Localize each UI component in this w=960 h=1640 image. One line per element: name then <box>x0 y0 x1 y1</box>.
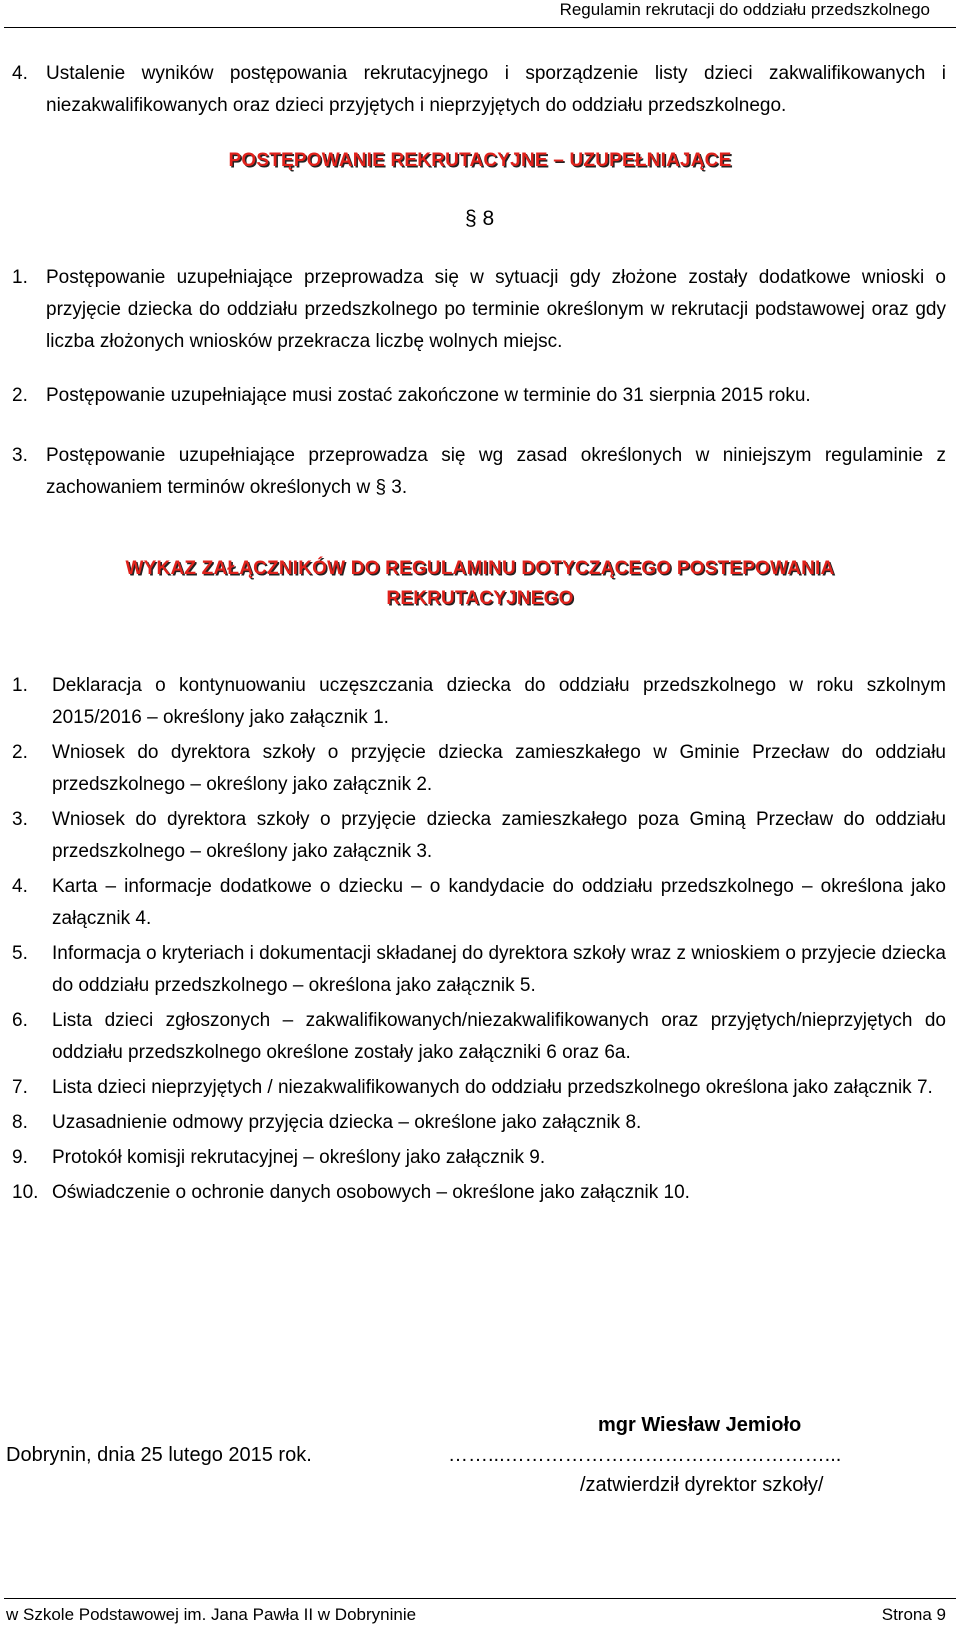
list-item-text: Protokół komisji rekrutacyjnej – określony jako załącznik 9. <box>52 1147 546 1168</box>
list-item-text: Karta – informacje dodatkowe o dziecku – o kandydacie do oddziału przedszkolnego – określona jako załącznik 4. <box>52 876 946 929</box>
list-item-text: Lista dzieci nieprzyjętych / niezakwalifikowanych do oddziału przedszkolnego określona jako załącznik 7. <box>52 1077 933 1098</box>
list-item <box>12 1072 946 1104</box>
signature-line: ……...…………………………………………... <box>448 1444 842 1466</box>
intro-item <box>12 58 946 122</box>
list-item-text: Wniosek do dyrektora szkoły o przyjęcie dziecka zamieszkałego w Gminie Przecław do oddziału przedszkolnego – określony jako załącznik 2. <box>52 742 946 795</box>
list-item-number: 7. <box>12 1077 28 1098</box>
page-number: Strona 9 <box>881 1605 946 1624</box>
list-item <box>12 804 946 868</box>
list-item-number: 2. <box>12 742 28 763</box>
list-item-text: Postępowanie uzupełniające musi zostać zakończone w terminie do 31 sierpnia 2015 roku. <box>46 385 811 406</box>
list-item-text: Postępowanie uzupełniające przeprowadza się w sytuacji gdy złożone zostały dodatkowe wnioski o przyjęcie dziecka do oddziału przedszkolnego po terminie określonym w rekrutacji podstawowej oraz gdy liczba złożonych wniosków przekracza liczbę wolnych miejsc. <box>46 267 946 352</box>
section1-item-3 <box>12 440 946 504</box>
list-item-number: 3. <box>12 445 28 466</box>
list-item-number: 4. <box>12 876 28 897</box>
list-item-text: Lista dzieci zgłoszonych – zakwalifikowanych/niezakwalifikowanych oraz przyjętych/nieprzyjętych do oddziału przedszkolnego określone zostały jako załączniki 6 oraz 6a. <box>52 1010 946 1063</box>
list-item <box>12 1107 946 1139</box>
list-item-text: Postępowanie uzupełniające przeprowadza się wg zasad określonych w niniejszym regulaminie z zachowaniem terminów określonych w § 3. <box>46 445 946 498</box>
list-item-number: 8. <box>12 1112 28 1133</box>
list-item <box>12 938 946 1002</box>
section-heading-supplementary: POSTĘPOWANIE REKRUTACYJNE – UZUPEŁNIAJĄCE <box>228 150 732 171</box>
list-item-number: 9. <box>12 1147 28 1168</box>
list-item-number: 5. <box>12 943 28 964</box>
list-item-number: 4. <box>12 63 28 84</box>
list-item-number: 1. <box>12 675 28 696</box>
section1-item-1 <box>12 262 946 358</box>
footer-school-name: w Szkole Podstawowej im. Jana Pawła II w Dobryninie <box>6 1605 417 1624</box>
list-item <box>12 1005 946 1069</box>
header-divider <box>4 27 956 28</box>
document-date: Dobrynin, dnia 25 lutego 2015 rok. <box>6 1444 312 1466</box>
list-item-number: 6. <box>12 1010 28 1031</box>
footer-divider <box>4 1598 956 1599</box>
signatory-name: mgr Wiesław Jemioło <box>598 1414 802 1436</box>
list-item-number: 1. <box>12 267 28 288</box>
list-item <box>12 737 946 801</box>
section-heading-attachments: WYKAZ ZAŁĄCZNIKÓW DO REGULAMINU DOTYCZĄCEGO POSTEPOWANIA <box>125 558 835 579</box>
list-item <box>12 1177 946 1209</box>
list-item-text: Wniosek do dyrektora szkoły o przyjęcie dziecka zamieszkałego poza Gminą Przecław do oddziału przedszkolnego – określony jako załącznik 3. <box>52 809 946 862</box>
list-item-number: 3. <box>12 809 28 830</box>
list-item-text: Ustalenie wyników postępowania rekrutacyjnego i sporządzenie listy dzieci zakwalifikowanych i niezakwalifikowanych oraz dzieci przyjętych i nieprzyjętych do oddziału przedszkolnego. <box>46 63 946 116</box>
list-item <box>12 1142 946 1174</box>
list-item-number: 2. <box>12 385 28 406</box>
section1-item-2 <box>12 380 946 412</box>
section-heading-attachments-line2: REKRUTACYJNEGO <box>386 588 574 609</box>
header-title: Regulamin rekrutacji do oddziału przedszkolnego <box>559 0 930 19</box>
list-item-text: Informacja o kryteriach i dokumentacji składanej do dyrektora szkoły wraz z wnioskiem o przyjecie dziecka do oddziału przedszkolnego – określona jako załącznik 5. <box>52 943 946 996</box>
signatory-role: /zatwierdził dyrektor szkoły/ <box>580 1474 824 1496</box>
list-item-text: Deklaracja o kontynuowaniu uczęszczania dziecka do oddziału przedszkolnego w roku szkolnym 2015/2016 – określony jako załącznik 1. <box>52 675 946 728</box>
list-item <box>12 670 946 734</box>
paragraph-number: § 8 <box>465 207 495 230</box>
attachments-list <box>12 670 946 1212</box>
list-item-text: Oświadczenie o ochronie danych osobowych – określone jako załącznik 10. <box>52 1182 690 1203</box>
list-item <box>12 871 946 935</box>
list-item-text: Uzasadnienie odmowy przyjęcia dziecka – określone jako załącznik 8. <box>52 1112 642 1133</box>
list-item-number: 10. <box>12 1182 39 1203</box>
